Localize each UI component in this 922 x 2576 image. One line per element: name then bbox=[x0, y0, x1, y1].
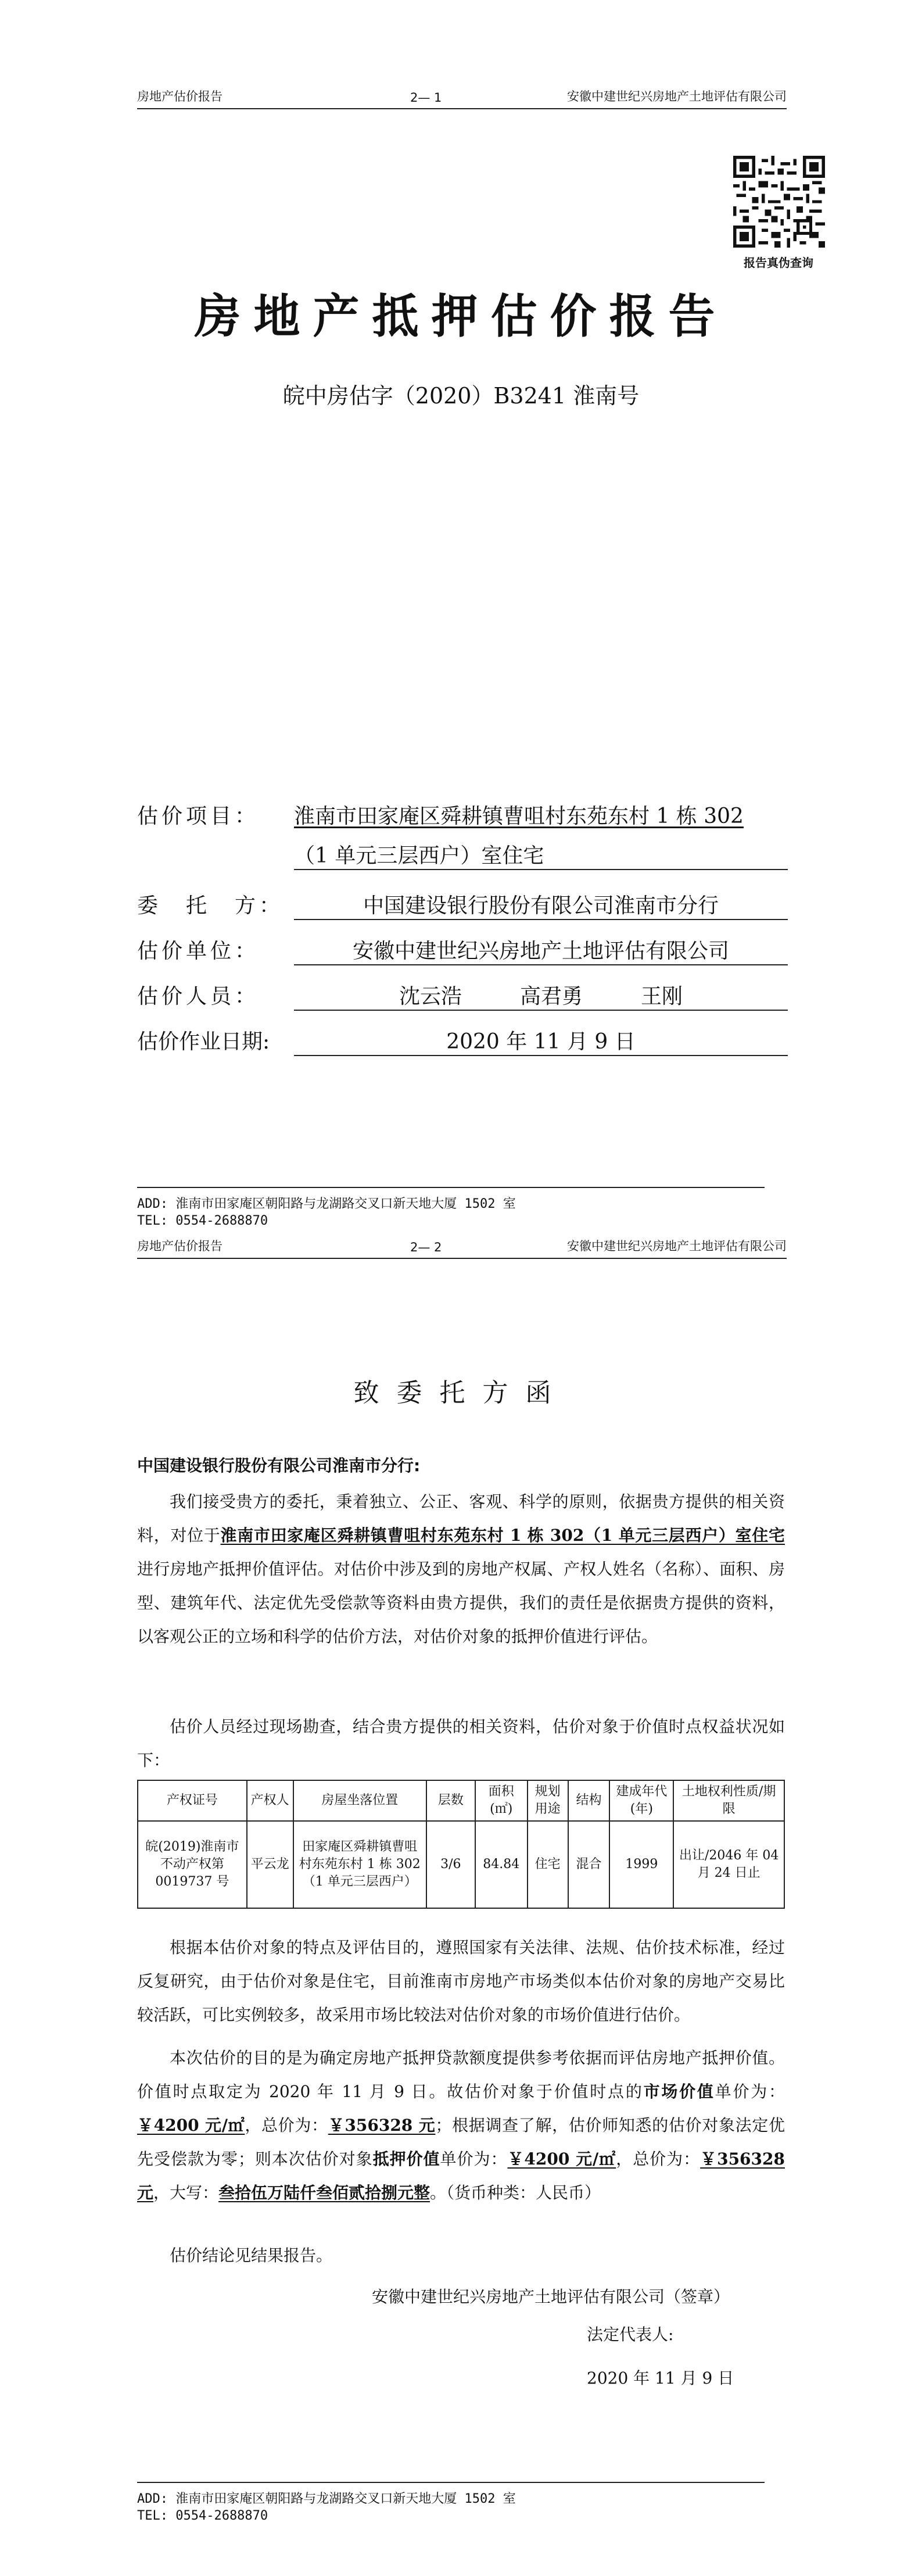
table-header: 规划用途 bbox=[528, 1780, 568, 1821]
footer-address: ADD: 淮南市田家庵区朝阳路与龙湖路交叉口新天地大厦 1502 室 bbox=[137, 2492, 516, 2506]
page-header bbox=[137, 1238, 787, 1259]
header-left: 房地产估价报告 bbox=[137, 1239, 223, 1253]
intro-text-cont: 进行房地产抵押价值评估。对估价中涉及到的房地产权属、产权人姓名（名称）、面积、房型、建筑年代、法定优先受偿款等资料由贵方提供，我们的责任是依据贵方提供的资料，以客观公正的立场和科学的估价方法，对估价对象的抵押价值进行评估。 bbox=[137, 1559, 785, 1646]
project-value-line2: （1 单元三层西户）室住宅 bbox=[294, 839, 788, 870]
valuation-text: ，总价为： bbox=[616, 2149, 701, 2169]
header-left: 房地产估价报告 bbox=[137, 90, 223, 103]
date-label: 估价作业日期: bbox=[137, 1030, 270, 1054]
header-company: 安徽中建世纪兴房地产土地评估有限公司 bbox=[567, 1239, 787, 1253]
mortgage-unit-price: ￥4200 元/㎡ bbox=[507, 2149, 616, 2169]
table-header: 层数 bbox=[426, 1780, 475, 1821]
client-label: 委 托 方： bbox=[137, 894, 284, 918]
table-cell: 皖(2019)淮南市不动产权第 0019737 号 bbox=[138, 1821, 247, 1908]
qr-caption: 报告真伪查询 bbox=[744, 256, 813, 270]
staff-name: 王刚 bbox=[641, 985, 683, 1008]
letter-title: 致委托方函 bbox=[353, 1378, 569, 1408]
staff-label: 估价人员： bbox=[137, 985, 260, 1008]
footer-tel: TEL: 0554-2688870 bbox=[137, 2509, 268, 2523]
market-value-label: 市场价值 bbox=[643, 2082, 715, 2101]
valuation-text: 本次估价的目的是为确定房地产抵押贷款额度提供参考依据而评估房地产抵押价值。价值时点取定为 2020 年 11 月 9 日。故估价对象于价值时点的 bbox=[137, 2048, 785, 2101]
intro-text: 我们接受贵方的委托，秉着独立、公正、客观、科学的原则，依据贵方提供的相关资料，对位于 bbox=[137, 1492, 785, 1545]
signature-representative: 法定代表人: bbox=[587, 2325, 674, 2344]
table-cell: 出让/2046 年 04 月 24 日止 bbox=[673, 1821, 784, 1908]
table-cell: 3/6 bbox=[426, 1821, 475, 1908]
paragraph-conclusion: 估价结论见结果报告。 bbox=[170, 2246, 333, 2265]
table-row bbox=[138, 1821, 784, 1908]
table-header: 土地权利性质/期限 bbox=[673, 1780, 784, 1821]
market-unit-price: ￥4200 元/㎡ bbox=[137, 2116, 245, 2135]
table-header-row bbox=[138, 1780, 784, 1821]
valuation-text: 单价为： bbox=[440, 2149, 508, 2169]
project-label: 估价项目： bbox=[137, 804, 260, 828]
signature-company: 安徽中建世纪兴房地产土地评估有限公司（签章） bbox=[372, 2287, 730, 2306]
valuation-text: ，大写： bbox=[153, 2183, 219, 2202]
valuation-text: 单价为： bbox=[715, 2082, 785, 2101]
appraiser-value: 安徽中建世纪兴房地产土地评估有限公司 bbox=[294, 935, 788, 965]
table-cell: 平云龙 bbox=[247, 1821, 293, 1908]
staff-name: 高君勇 bbox=[519, 985, 583, 1008]
footer-tel: TEL: 0554-2688870 bbox=[137, 1214, 268, 1228]
table-cell: 田家庵区舜耕镇曹咀村东苑东村 1 栋 302（1 单元三层西户） bbox=[293, 1821, 426, 1908]
header-page-number: 2— 2 bbox=[410, 1240, 442, 1254]
paragraph-intro bbox=[137, 1485, 785, 1654]
paragraph-status: 估价人员经过现场勘查，结合贵方提供的相关资料，估价对象于价值时点权益状况如下： bbox=[137, 1717, 785, 1770]
footer-rule bbox=[137, 2482, 765, 2483]
table-header: 房屋坐落位置 bbox=[293, 1780, 426, 1821]
date-value: 2020 年 11 月 9 日 bbox=[294, 1025, 788, 1056]
header-page-number: 2— 1 bbox=[410, 91, 442, 105]
table-header: 产权证号 bbox=[138, 1780, 247, 1821]
staff-name: 沈云浩 bbox=[399, 985, 462, 1008]
table-header: 产权人 bbox=[247, 1780, 293, 1821]
valuation-text: ；根据调查了解，估价师知悉的估价对象法定优先受偿款为零；则本次估价对象 bbox=[137, 2116, 785, 2169]
document-number: 皖中房估字（2020）B3241 淮南号 bbox=[282, 383, 640, 409]
appraiser-label: 估价单位： bbox=[137, 939, 260, 963]
amount-in-words: 叁拾伍万陆仟叁佰贰拾捌元整 bbox=[218, 2183, 430, 2202]
table-header: 面积(㎡) bbox=[475, 1780, 528, 1821]
mortgage-value-label: 抵押价值 bbox=[372, 2149, 440, 2169]
footer-address: ADD: 淮南市田家庵区朝阳路与龙湖路交叉口新天地大厦 1502 室 bbox=[137, 1197, 516, 1211]
mortgage-total-price: ￥356328 元 bbox=[137, 2149, 785, 2202]
project-value-line1: 淮南市田家庵区舜耕镇曹咀村东苑东村 1 栋 302 bbox=[294, 804, 744, 828]
property-address: 淮南市田家庵区舜耕镇曹咀村东苑东村 1 栋 302（1 单元三层西户）室住宅 bbox=[220, 1526, 785, 1545]
table-cell: 1999 bbox=[609, 1821, 673, 1908]
property-table bbox=[137, 1780, 785, 1909]
market-total-price: ￥356328 元 bbox=[328, 2116, 436, 2135]
valuation-text: ，总价为： bbox=[245, 2116, 328, 2135]
report-title: 房地产抵押估价报告 bbox=[194, 289, 728, 344]
table-cell: 84.84 bbox=[475, 1821, 528, 1908]
valuation-text: 。（货币种类：人民币） bbox=[430, 2183, 601, 2202]
header-company: 安徽中建世纪兴房地产土地评估有限公司 bbox=[567, 90, 787, 103]
paragraph-method: 根据本估价对象的特点及评估目的，遵照国家有关法律、法规、估价技术标准，经过反复研究，由于估价对象是住宅，目前淮南市房地产市场类似本估价对象的房地产交易比较活跃，可比实例较多，故采用市场比较法对估价对象的市场价值进行估价。 bbox=[137, 1938, 785, 2024]
table-cell: 住宅 bbox=[528, 1821, 568, 1908]
client-value: 中国建设银行股份有限公司淮南市分行 bbox=[294, 889, 788, 920]
table-header: 建成年代(年) bbox=[609, 1780, 673, 1821]
table-header: 结构 bbox=[568, 1780, 610, 1821]
addressee: 中国建设银行股份有限公司淮南市分行: bbox=[137, 1456, 421, 1475]
signature-date: 2020 年 11 月 9 日 bbox=[587, 2369, 734, 2388]
paragraph-valuation bbox=[137, 2041, 785, 2210]
table-cell: 混合 bbox=[568, 1821, 610, 1908]
